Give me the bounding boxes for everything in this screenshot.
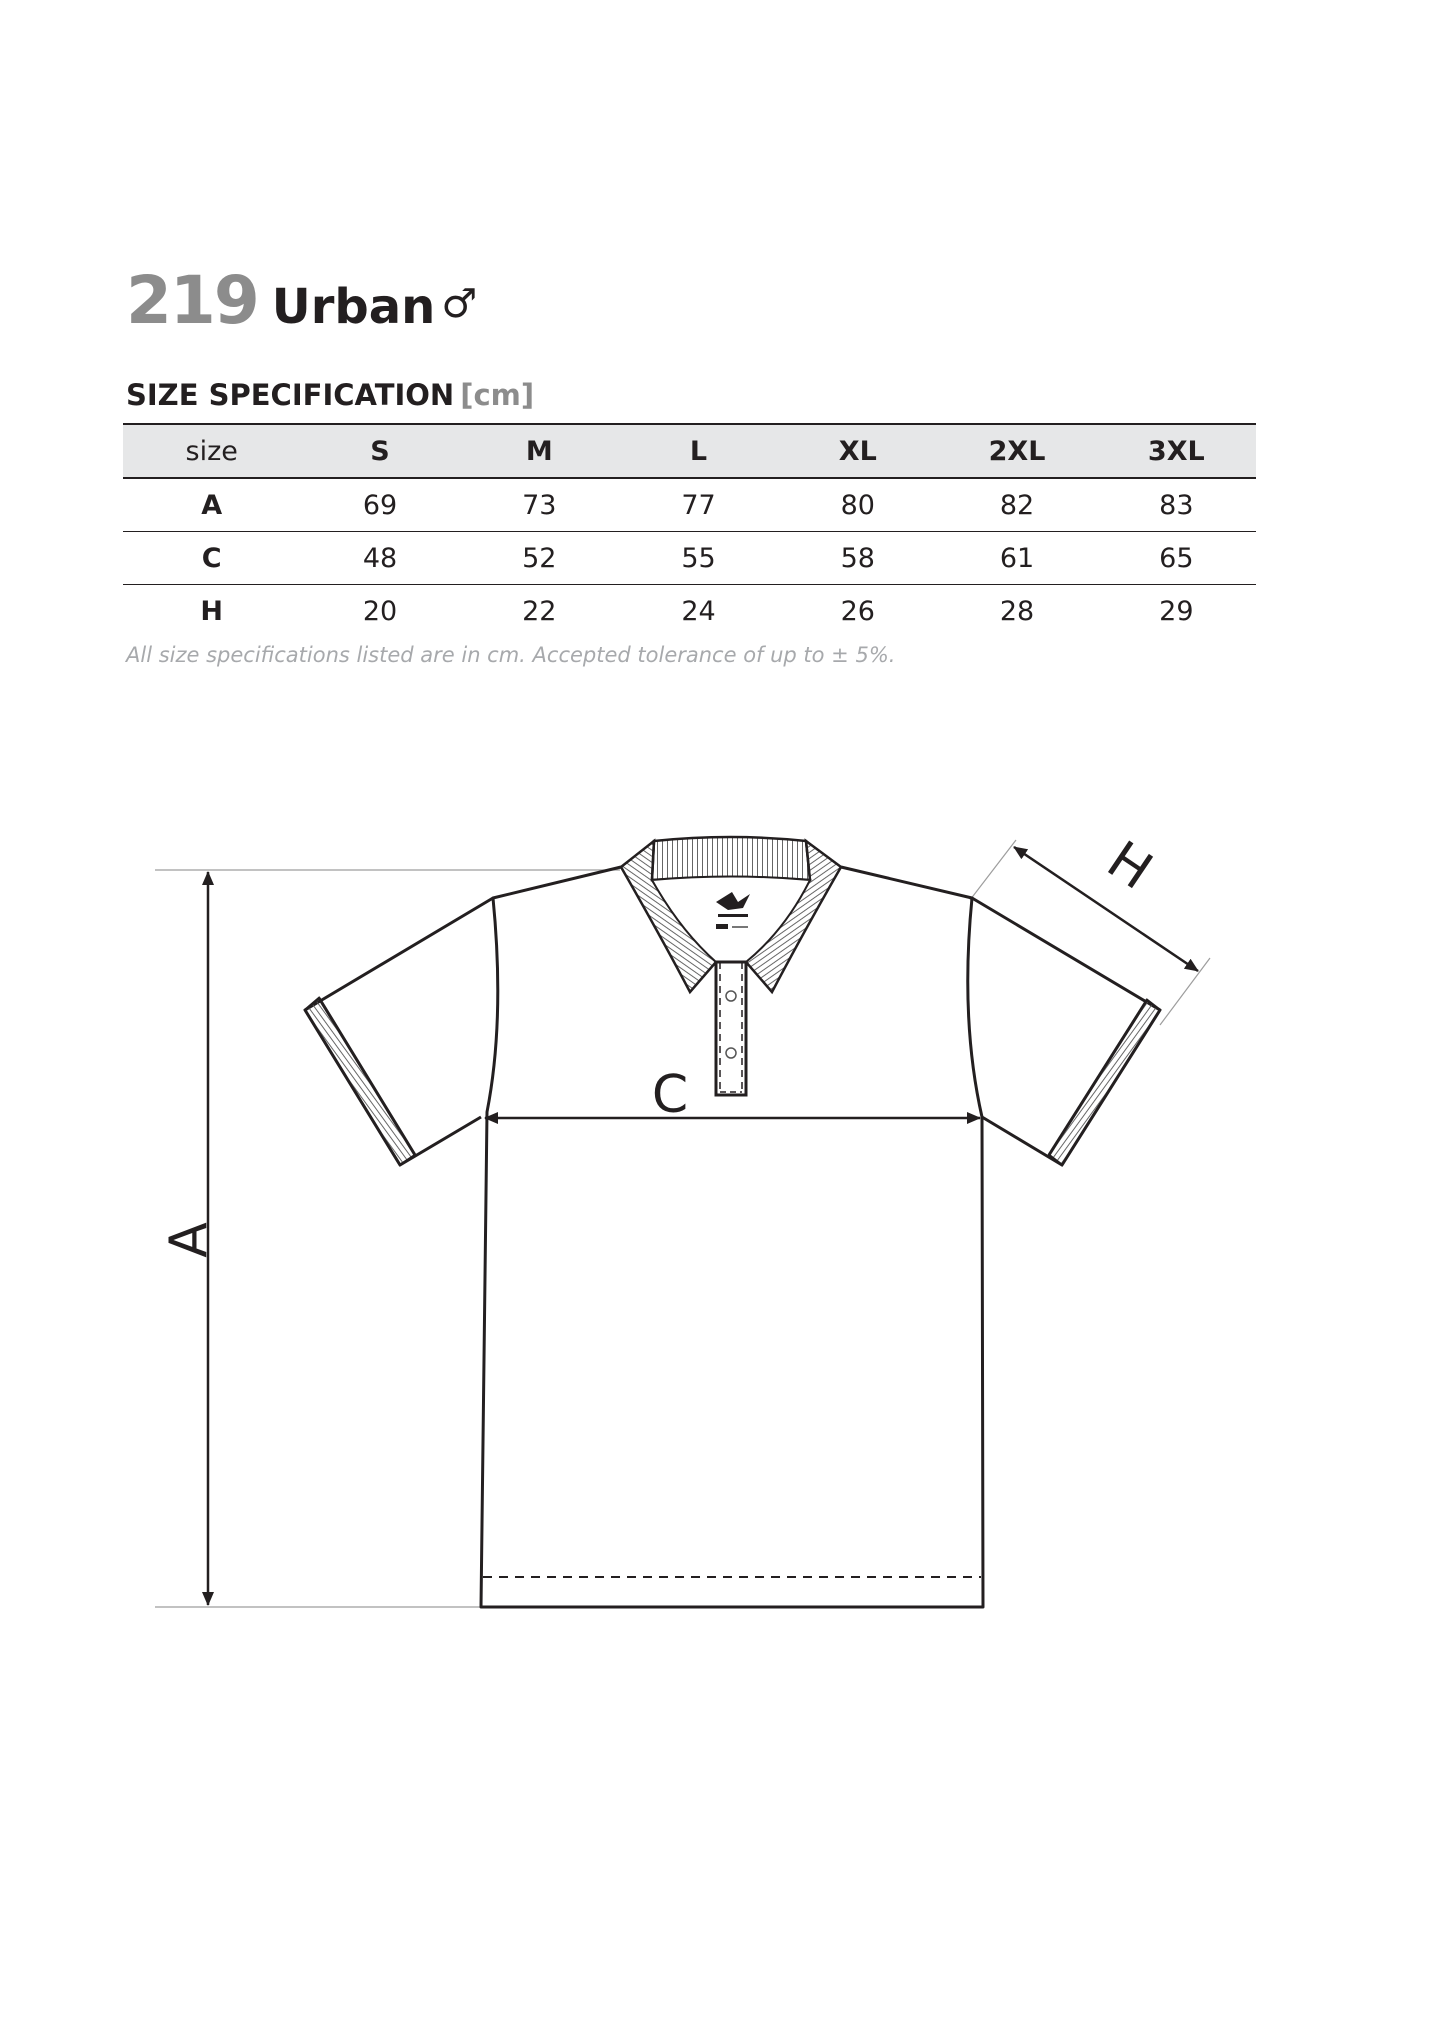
table-cell: 65 <box>1097 532 1256 585</box>
table-cell: 80 <box>778 478 937 532</box>
header-xl: XL <box>778 424 937 478</box>
dimension-h-label: H <box>1096 830 1163 902</box>
table-cell: 28 <box>999 595 1035 627</box>
header-m: M <box>460 424 619 478</box>
table-cell: 69 <box>300 478 459 532</box>
male-symbol-icon: ♂ <box>441 281 478 327</box>
header-3xl: 3XL <box>1097 424 1256 478</box>
model-name: Urban <box>271 279 436 335</box>
button-icon <box>726 1048 736 1058</box>
table-cell: 73 <box>460 478 619 532</box>
dimension-a-label: A <box>159 1222 219 1258</box>
guide-line-h-bottom <box>1160 958 1210 1025</box>
table-cell: 61 <box>937 532 1096 585</box>
table-cell: 55 <box>619 532 778 585</box>
table-cell: 22 <box>522 595 557 627</box>
table-cell: 29 <box>1159 595 1194 627</box>
guide-line-h-top <box>970 840 1016 900</box>
table-cell: 82 <box>937 478 1096 532</box>
header-s: S <box>300 424 459 478</box>
header-size: size <box>123 424 300 478</box>
row-label: C <box>123 532 300 585</box>
left-sleeve-cuff <box>305 998 415 1165</box>
table-cell: 48 <box>300 532 459 585</box>
tolerance-note: All size specifications listed are in cm. Accepted tolerance of up to ± 5%. <box>126 643 896 667</box>
row-label: H <box>200 595 223 627</box>
table-cell: 58 <box>778 532 937 585</box>
header-2xl: 2XL <box>937 424 1096 478</box>
table-cell: 52 <box>460 532 619 585</box>
spec-title: SIZE SPECIFICATION <box>126 378 455 412</box>
model-number: 219 <box>126 262 258 339</box>
table-cell: 26 <box>840 595 875 627</box>
table-cell: 20 <box>362 595 398 627</box>
table-cell: 83 <box>1097 478 1256 532</box>
table-cell: 77 <box>619 478 778 532</box>
right-sleeve-cuff <box>1049 1000 1160 1165</box>
table-cell: 24 <box>681 595 716 627</box>
button-icon <box>726 991 736 1001</box>
dimension-c-label: C <box>651 1065 689 1125</box>
placket <box>716 962 746 1095</box>
spec-unit: [cm] <box>460 378 535 412</box>
header-l: L <box>619 424 778 478</box>
row-label: A <box>123 478 300 532</box>
collar-back-band <box>652 837 810 880</box>
